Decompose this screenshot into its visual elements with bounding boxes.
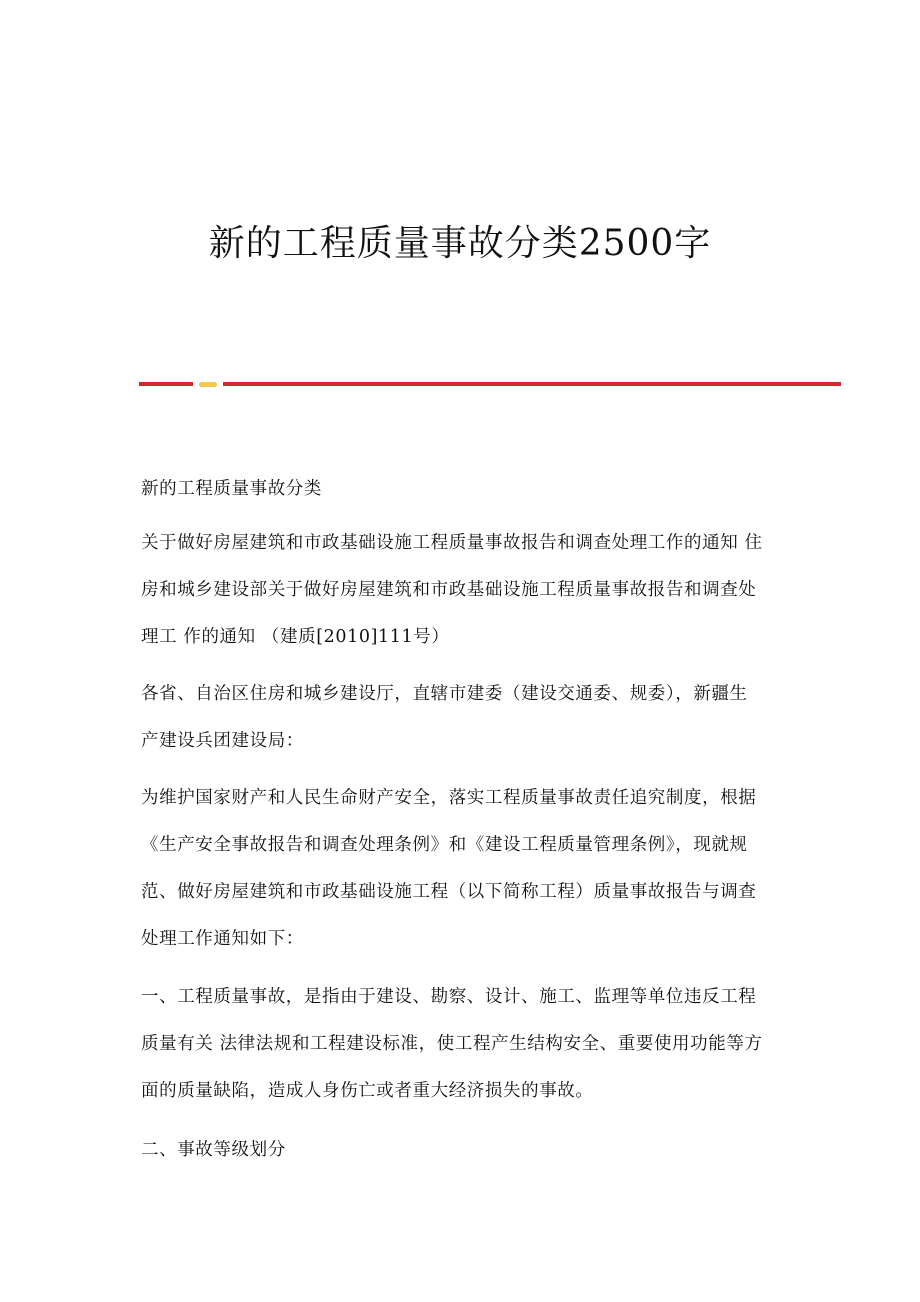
text-line: 一、工程质量事故，是指由于建设、勘察、设计、施工、监理等单位违反工程: [141, 987, 757, 1007]
text-line: 质量有关 法律法规和工程建设标准，使工程产生结构安全、重要使用功能等方: [141, 1034, 763, 1054]
divider-ornament-icon: [199, 382, 217, 387]
section-heading: 二、事故等级划分: [141, 1140, 286, 1160]
text-line: 产建设兵团建设局：: [141, 731, 304, 751]
text-line: 房和城乡建设部关于做好房屋建筑和市政基础设施工程质量事故报告和调查处: [141, 580, 757, 600]
text-line: 各省、自治区住房和城乡建设厅，直辖市建委（建设交通委、规委），新疆生: [141, 684, 748, 704]
text-line: 范、做好房屋建筑和市政基础设施工程（以下简称工程）质量事故报告与调查: [141, 882, 757, 902]
text-line: 处理工作通知如下：: [141, 929, 304, 949]
text-line: 面的质量缺陷，造成人身伤亡或者重大经济损失的事故。: [141, 1081, 594, 1101]
text-line: 为维护国家财产和人民生命财产安全，落实工程质量事故责任追究制度，根据: [141, 788, 757, 808]
text-line: 《生产安全事故报告和调查处理条例》和《建设工程质量管理条例》，现就规: [141, 835, 748, 855]
section-heading: 新的工程质量事故分类: [141, 479, 322, 499]
divider-left: [139, 382, 193, 386]
document-title: 新的工程质量事故分类2500字: [208, 223, 712, 264]
text-line: 理工 作的通知 （建质[2010]111号）: [141, 627, 450, 647]
text-line: 关于做好房屋建筑和市政基础设施工程质量事故报告和调查处理工作的通知 住: [141, 533, 763, 553]
divider-right: [223, 382, 841, 386]
